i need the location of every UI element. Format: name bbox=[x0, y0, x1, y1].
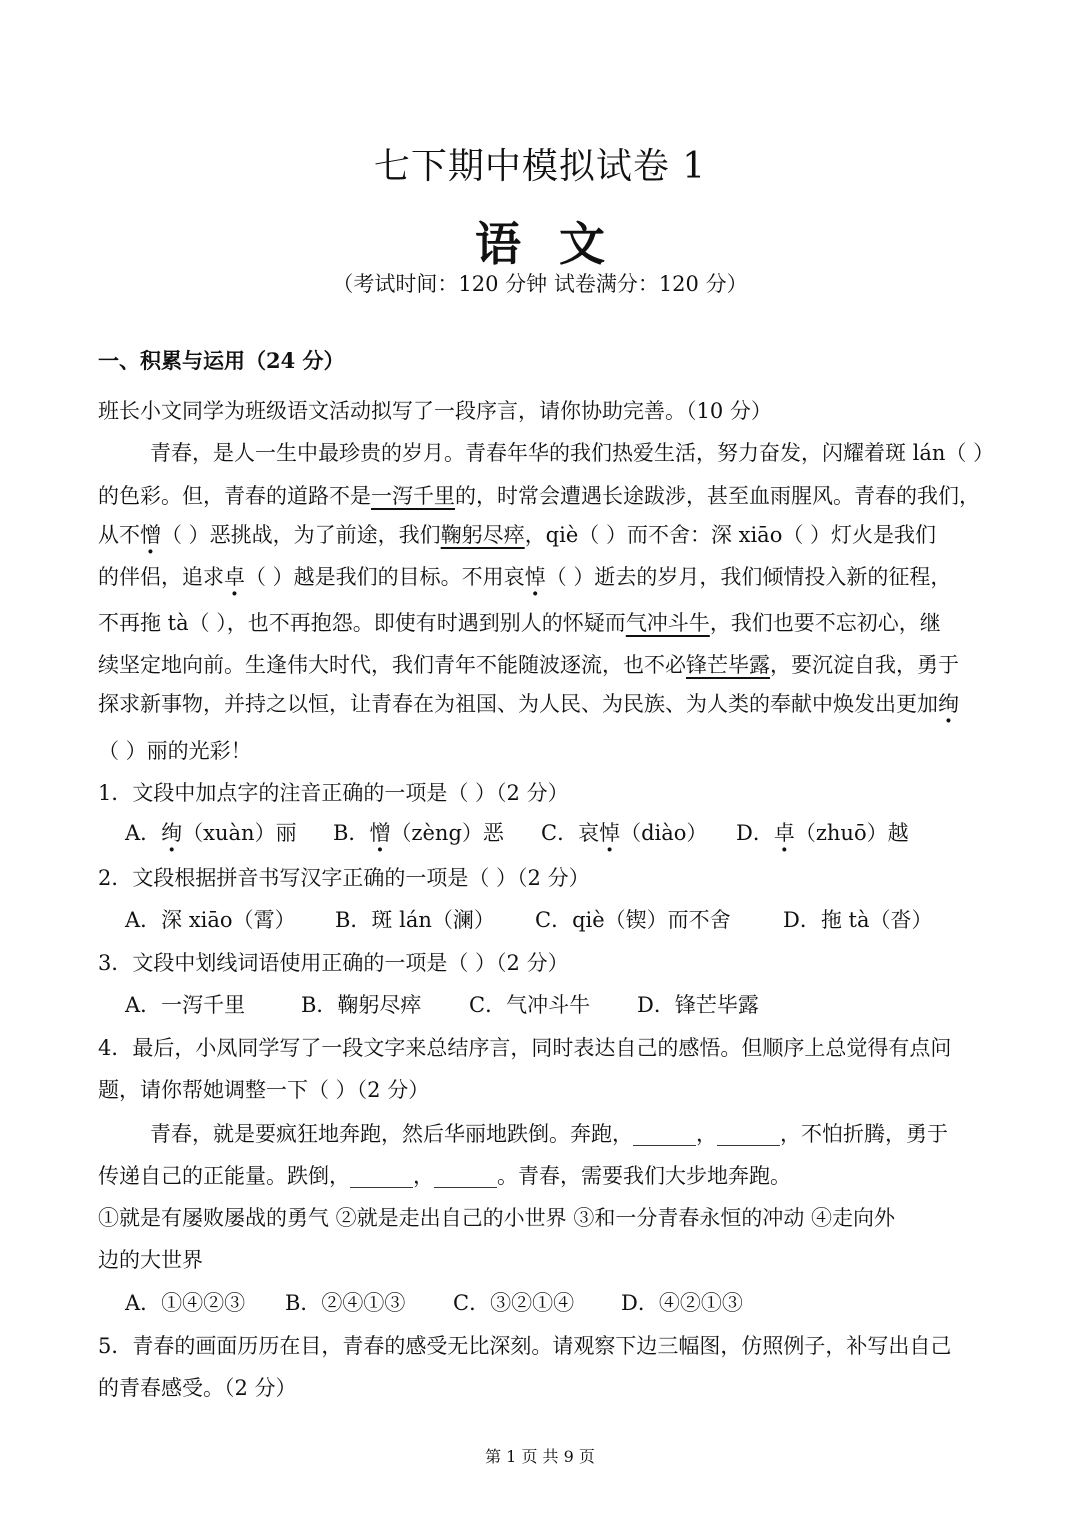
section-heading: 一、积累与运用（24 分） bbox=[98, 348, 345, 373]
option-b[interactable]: B．鞠躬尽瘁 bbox=[301, 993, 422, 1017]
underlined-phrase: 鞠躬尽瘁 bbox=[440, 523, 525, 547]
option-c[interactable]: C．qiè（锲）而不舍 bbox=[535, 908, 731, 932]
dotted-char: 卓 bbox=[224, 565, 245, 589]
subject-title: 语文 bbox=[475, 217, 643, 271]
passage-text: （ ）恶挑战，为了前途，我们 bbox=[161, 523, 441, 547]
section-intro: 班长小文同学为班级语文活动拟写了一段序言，请你协助完善。（10 分） bbox=[98, 399, 772, 423]
option-label: D． bbox=[736, 821, 774, 845]
passage-text: （ ）越是我们的目标。不用哀 bbox=[245, 565, 525, 589]
passage-line-3 bbox=[98, 519, 988, 549]
question-3-stem: 3．文段中划线词语使用正确的一项是（ ）（2 分） bbox=[98, 951, 569, 975]
passage-text: 的，时常会遭遇长途跋涉，甚至血雨腥风。青春的我们， bbox=[455, 484, 980, 508]
passage-text: （ ）逝去的岁月，我们倾情投入新的征程， bbox=[545, 565, 952, 589]
question-1-options bbox=[125, 817, 1015, 847]
question-4-items-2: 边的大世界 bbox=[98, 1248, 203, 1272]
option-d[interactable] bbox=[736, 817, 909, 847]
exam-time-info: （考试时间：120 分钟 试卷满分：120 分） bbox=[332, 272, 748, 296]
page-number: 第 1 页 共 9 页 bbox=[485, 1447, 595, 1466]
option-c[interactable] bbox=[541, 817, 736, 847]
passage-text: 从不 bbox=[98, 523, 140, 547]
option-label: C．哀 bbox=[541, 821, 600, 845]
option-b[interactable]: B．斑 lán（澜） bbox=[335, 908, 495, 932]
question-3-options bbox=[125, 989, 1015, 1019]
passage-text: ，qiè（ ）而不舍：深 xiāo（ ）灯火是我们 bbox=[524, 523, 937, 547]
option-text: （zhuō）越 bbox=[794, 821, 909, 845]
passage-line-1: 青春，是人一生中最珍贵的岁月。青春年华的我们热爱生活，努力奋发，闪耀着斑 lán（ ） bbox=[150, 441, 995, 465]
option-d[interactable]: D．锋芒毕露 bbox=[637, 993, 759, 1017]
dotted-char: 悼 bbox=[524, 565, 546, 589]
question-4-stem-1: 4．最后，小凤同学写了一段文字来总结序言，同时表达自己的感悟。但顺序上总觉得有点问 bbox=[98, 1036, 952, 1060]
question-4-passage-2: 传递自己的正能量。跌倒，______，______。青春，需要我们大步地奔跑。 bbox=[98, 1164, 791, 1188]
question-4-stem-2: 题，请你帮她调整一下（ ）（2 分） bbox=[98, 1078, 430, 1102]
question-1-stem: 1．文段中加点字的注音正确的一项是（ ）（2 分） bbox=[98, 781, 569, 805]
dotted-char: 憎 bbox=[369, 821, 391, 845]
option-label: A． bbox=[125, 821, 162, 845]
passage-text: 的色彩。但，青春的道路不是 bbox=[98, 484, 371, 508]
dotted-char: 绚 bbox=[938, 692, 959, 716]
passage-text: ，我们也要不忘初心，继 bbox=[709, 611, 941, 635]
dotted-char: 卓 bbox=[773, 821, 795, 845]
underlined-phrase: 锋芒毕露 bbox=[686, 653, 770, 677]
option-a[interactable] bbox=[125, 817, 333, 847]
passage-line-4 bbox=[98, 561, 988, 591]
passage-line-2 bbox=[98, 480, 988, 510]
option-a[interactable]: A．①④②③ bbox=[125, 1291, 246, 1315]
dotted-char: 悼 bbox=[599, 821, 621, 845]
underlined-phrase: 气冲斗牛 bbox=[625, 611, 710, 635]
option-d[interactable]: D．④②①③ bbox=[621, 1291, 743, 1315]
option-a[interactable]: A．一泻千里 bbox=[125, 993, 246, 1017]
question-4-passage-1: 青春，就是要疯狂地奔跑，然后华丽地跌倒。奔跑，______，______，不怕折腾，勇于 bbox=[150, 1122, 948, 1146]
passage-text: 的伴侣，追求 bbox=[98, 565, 224, 589]
dotted-char: 憎 bbox=[140, 523, 161, 547]
passage-text: 探求新事物，并持之以恒，让青春在为祖国、为人民、为民族、为人类的奉献中焕发出更加 bbox=[98, 692, 938, 716]
passage-text: 续坚定地向前。生逢伟大时代，我们青年不能随波逐流，也不必 bbox=[98, 653, 686, 677]
option-b[interactable]: B．②④①③ bbox=[285, 1291, 406, 1315]
option-c[interactable]: C．③②①④ bbox=[453, 1291, 575, 1315]
passage-text: ，要沉淀自我，勇于 bbox=[770, 653, 959, 677]
question-4-options bbox=[125, 1287, 1015, 1317]
option-a[interactable]: A．深 xiāo（霄） bbox=[125, 908, 296, 932]
question-5-stem-1: 5．青春的画面历历在目，青春的感受无比深刻。请观察下边三幅图，仿照例子，补写出自己 bbox=[98, 1334, 952, 1358]
option-d[interactable]: D．拖 tà（沓） bbox=[783, 908, 933, 932]
exam-title: 七下期中模拟试卷 1 bbox=[373, 146, 707, 187]
passage-line-8: （ ）丽的光彩！ bbox=[98, 739, 252, 763]
passage-line-7 bbox=[98, 688, 988, 718]
option-c[interactable]: C．气冲斗牛 bbox=[469, 993, 591, 1017]
question-4-items-1: ①就是有屡败屡战的勇气 ②就是走出自己的小世界 ③和一分青春永恒的冲动 ④走向外 bbox=[98, 1206, 896, 1230]
option-text: （zèng）恶 bbox=[390, 821, 504, 845]
underlined-phrase: 一泻千里 bbox=[371, 484, 455, 508]
question-2-options bbox=[125, 904, 1015, 934]
dotted-char: 绚 bbox=[161, 821, 183, 845]
passage-line-5 bbox=[98, 607, 988, 637]
question-5-stem-2: 的青春感受。（2 分） bbox=[98, 1376, 297, 1400]
question-2-stem: 2．文段根据拼音书写汉字正确的一项是（ ）（2 分） bbox=[98, 866, 590, 890]
option-label: B． bbox=[333, 821, 370, 845]
passage-text: 不再拖 tà（ ），也不再抱怨。即使有时遇到别人的怀疑而 bbox=[98, 611, 626, 635]
option-text: （diào） bbox=[620, 821, 708, 845]
option-b[interactable] bbox=[333, 817, 541, 847]
passage-line-6 bbox=[98, 649, 988, 679]
option-text: （xuàn）丽 bbox=[182, 821, 297, 845]
